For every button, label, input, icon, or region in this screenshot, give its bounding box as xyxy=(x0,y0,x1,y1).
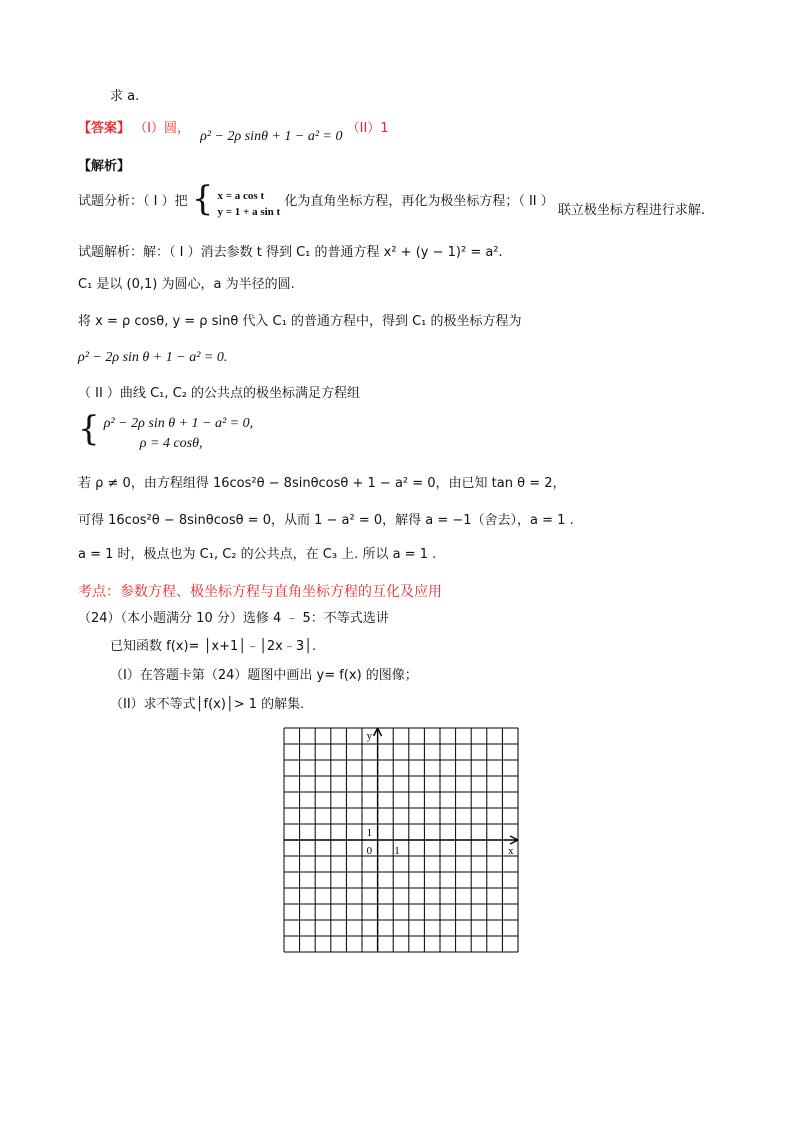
analysis-middle: 化为直角坐标方程，再化为极坐标方程；（ II ） xyxy=(284,194,554,209)
solution-line-3: 将 x = ρ cosθ, y = ρ sinθ 代入 C₁ 的普通方程中，得到 C₁ 的极坐标方程为 xyxy=(78,314,522,329)
solution-line-6: 若 ρ ≠ 0，由方程组得 16cos²θ − 8sinθcosθ + 1 − a² = 0，由已知 tan θ = 2， xyxy=(78,476,566,491)
x-axis-label: x xyxy=(508,845,514,857)
solution-line-7: 可得 16cos²θ − 8sinθcosθ = 0，从而 1 − a² = 0，解得 a = −1（舍去），a = 1 . xyxy=(78,513,574,528)
solution-line-1: 试题解析：解：（ I ）消去参数 t 得到 C₁ 的普通方程 x² + (y − 1)² = a². xyxy=(78,245,503,260)
analysis-suffix: 联立极坐标方程进行求解. xyxy=(557,203,706,218)
problem-header: （24）（本小题满分 10 分）选修 4 ﹣ 5：不等式选讲 xyxy=(78,611,389,626)
origin-label: 0 xyxy=(366,845,373,857)
solution-brace: { xyxy=(78,409,100,449)
solution-line-2: C₁ 是以 (0,1) 为圆心，a 为半径的圆. xyxy=(78,277,295,292)
solution-line-8: a = 1 时，极点也为 C₁, C₂ 的公共点，在 C₃ 上. 所以 a = 1 . xyxy=(78,547,437,562)
solution-line-5: （ II ）曲线 C₁, C₂ 的公共点的极坐标满足方程组 xyxy=(78,386,361,401)
solution-line-4: ρ² − 2ρ sin θ + 1 − a² = 0. xyxy=(78,350,228,365)
topic-line: 考点：参数方程、极坐标方程与直角坐标方程的互化及应用 xyxy=(78,584,442,600)
analysis-sys2: y = 1 + a sin t xyxy=(217,206,281,218)
answer-line xyxy=(78,120,389,144)
analysis-label: 【解析】 xyxy=(78,159,131,174)
y-axis-label: y xyxy=(366,730,373,742)
coordinate-grid xyxy=(282,726,522,962)
problem-q1: （I）在答题卡第（24）题图中画出 y= f(x) 的图像； xyxy=(110,668,418,683)
solution-sys2: ρ = 4 cosθ, xyxy=(139,436,203,451)
intro-text: 求 a. xyxy=(110,89,140,104)
axes xyxy=(284,728,518,952)
analysis-sys1: x = a cos t xyxy=(217,190,265,202)
answer-part1: （I）圆， xyxy=(134,121,190,136)
y-tick-label: 1 xyxy=(366,827,373,839)
problem-given: 已知函数 f(x)= │x+1│﹣│2x﹣3│. xyxy=(110,639,317,654)
analysis-prefix: 试题分析：（ I ）把 xyxy=(78,194,188,209)
answer-label: 【答案】 xyxy=(78,121,131,136)
answer-formula: ρ² − 2ρ sinθ + 1 − a² = 0 xyxy=(200,129,343,144)
problem-q2: （II）求不等式│f(x)│> 1 的解集. xyxy=(110,697,305,712)
solution-system xyxy=(78,409,254,454)
solution-sys1: ρ² − 2ρ sin θ + 1 − a² = 0, xyxy=(103,416,254,431)
answer-part2: （II）1 xyxy=(346,121,389,136)
system-brace: { xyxy=(191,179,214,219)
x-tick-label: 1 xyxy=(394,845,400,857)
analysis-line xyxy=(78,179,706,228)
